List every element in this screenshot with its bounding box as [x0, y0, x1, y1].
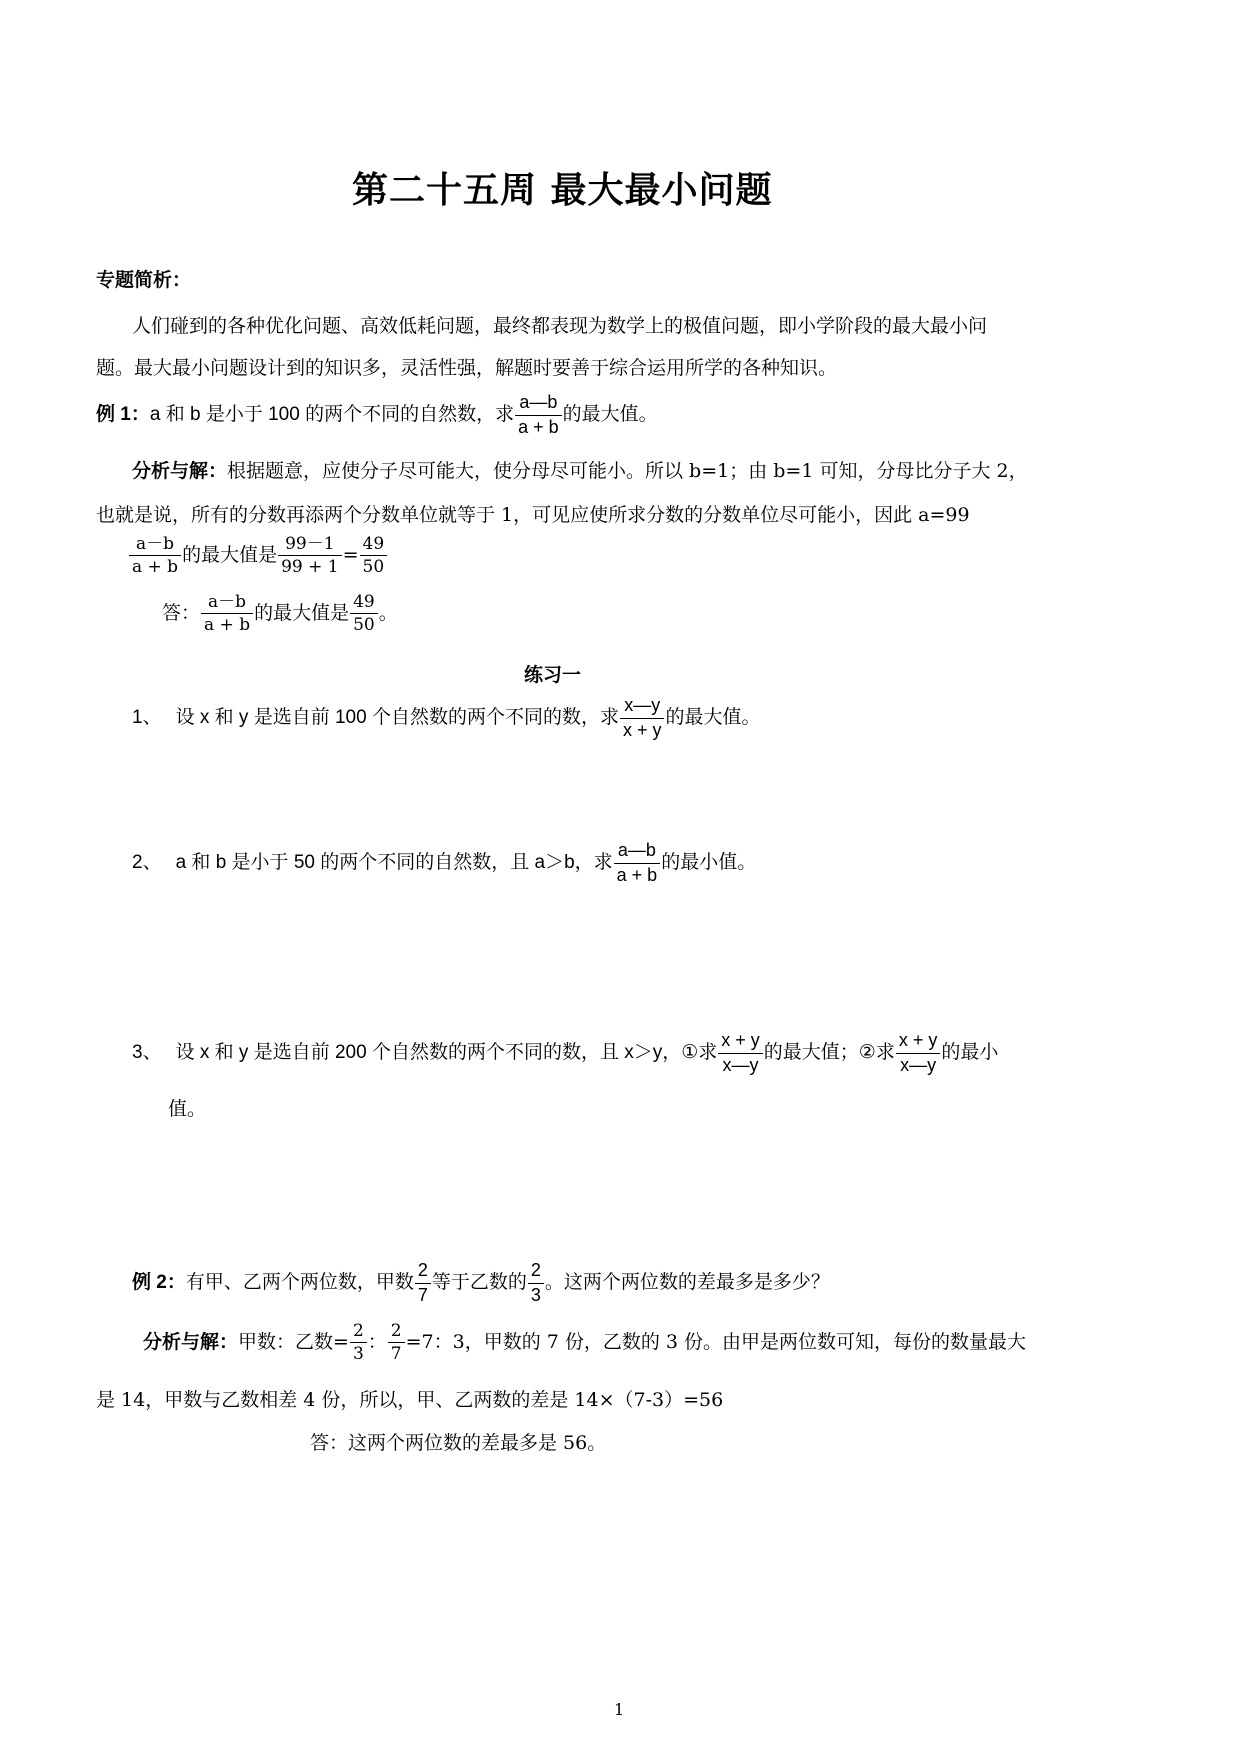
analysis-fraction-2	[388, 1321, 405, 1365]
question-number: 2、	[132, 852, 162, 874]
fraction-numerator: 2	[388, 1321, 405, 1343]
question-fraction-1	[718, 1030, 763, 1076]
intro-line-2: 题。最大最小问题设计到的知识多，灵活性强，解题时要善于综合运用所学的各种知识。	[96, 357, 838, 379]
question-text-after: 的最大值。	[665, 707, 761, 729]
answer-end: 。	[378, 601, 398, 624]
question-text-after: 的最小	[941, 1042, 999, 1064]
answer-fraction-2	[350, 592, 378, 636]
question-fraction	[614, 840, 661, 886]
example2-text-after: 。这两个两位数的差最多是多少？	[544, 1272, 830, 1294]
fraction-numerator: 49	[350, 592, 378, 614]
example1-line	[96, 392, 658, 438]
section-heading: 专题简析：	[96, 269, 192, 291]
example2-fraction-2	[528, 1260, 544, 1306]
fraction-numerator: a－b	[201, 592, 253, 614]
question-text-mid: 的最大值；②求	[763, 1042, 895, 1064]
fraction-denominator: a + b	[616, 864, 658, 885]
analysis-fraction-1	[350, 1321, 367, 1365]
analysis-text: 根据题意，应使分子尽可能大，使分母尽可能小。所以 b=1；由 b=1 可知，分母比分子大 2，	[227, 460, 1028, 482]
fraction-numerator: 99－1	[278, 534, 342, 556]
answer-label: 答：	[162, 601, 201, 624]
calc-equals: =	[342, 543, 359, 566]
fraction-denominator: x + y	[622, 719, 662, 740]
example2-text-mid: 等于乙数的	[431, 1272, 527, 1294]
fraction-denominator: a + b	[518, 416, 559, 437]
exercise-heading: 练习一	[524, 664, 582, 686]
fraction-numerator: a－b	[129, 534, 181, 556]
question-text-after: 的最小值。	[661, 852, 757, 874]
question-text: 设 x 和 y 是选自前 200 个自然数的两个不同的数，且 x＞y，①求	[175, 1042, 718, 1064]
analysis-text-2: =7：3，甲数的 7 份，乙数的 3 份。由甲是两位数可知，每份的数量最大	[405, 1330, 1027, 1353]
example1-text-after: 的最大值。	[562, 404, 658, 426]
example1-analysis-line-1	[132, 456, 1028, 483]
fraction-denominator: 3	[530, 1284, 541, 1305]
example2-fraction-1	[415, 1260, 431, 1306]
analysis-label: 分析与解：	[132, 460, 228, 482]
fraction-numerator: x—y	[620, 695, 665, 719]
question-text: a 和 b 是小于 50 的两个不同的自然数，且 a＞b，求	[175, 852, 613, 874]
exercise-question-2	[132, 840, 756, 886]
question-fraction-2	[896, 1030, 941, 1076]
intro-line-1: 人们碰到的各种优化问题、高效低耗问题，最终都表现为数学上的极值问题，即小学阶段的最大最小问	[132, 315, 988, 337]
analysis-text: 甲数：乙数=	[238, 1330, 349, 1353]
fraction-numerator: 2	[350, 1321, 367, 1343]
example1-label: 例 1：	[96, 404, 150, 426]
example1-fraction	[515, 392, 562, 438]
question-number: 1、	[132, 707, 162, 729]
question-text: 设 x 和 y 是选自前 100 个自然数的两个不同的数，求	[175, 707, 619, 729]
calc-fraction-1	[129, 534, 181, 578]
fraction-denominator: a + b	[132, 557, 179, 578]
example2-analysis-line-2: 是 14，甲数与乙数相差 4 份，所以，甲、乙两数的差是 14×（7-3）=56	[96, 1389, 724, 1411]
exercise-question-1	[132, 695, 760, 741]
fraction-denominator: 50	[353, 615, 375, 636]
example2-text: 有甲、乙两个两位数，甲数	[185, 1272, 414, 1294]
answer-fraction-1	[201, 592, 253, 636]
example2-label: 例 2：	[132, 1272, 186, 1294]
fraction-numerator: 2	[528, 1260, 544, 1284]
calc-fraction-3	[360, 534, 388, 578]
page-number: 1	[614, 1700, 625, 1719]
fraction-denominator: 7	[390, 1344, 402, 1365]
fraction-denominator: 99 + 1	[281, 557, 339, 578]
example1-calc-line	[128, 534, 388, 578]
analysis-label: 分析与解：	[143, 1330, 239, 1353]
question-number: 3、	[132, 1042, 162, 1064]
fraction-denominator: a + b	[204, 615, 251, 636]
example1-analysis-line-2: 也就是说，所有的分数再添两个分数单位就等于 1，可见应使所求分数的分数单位尽可能小，因此 a=99	[96, 504, 970, 526]
page-title: 第二十五周 最大最小问题	[352, 169, 773, 211]
fraction-denominator: 50	[362, 557, 385, 578]
exercise-question-3	[132, 1030, 998, 1076]
calc-text: 的最大值是	[182, 543, 278, 566]
analysis-colon: ：	[367, 1330, 387, 1353]
fraction-denominator: 3	[352, 1344, 364, 1365]
example1-answer-line	[162, 592, 398, 636]
example1-text: a 和 b 是小于 100 的两个不同的自然数，求	[149, 404, 515, 426]
calc-fraction-2	[278, 534, 342, 578]
fraction-numerator: x + y	[718, 1030, 763, 1054]
fraction-numerator: 49	[360, 534, 388, 556]
question-fraction	[620, 695, 665, 741]
fraction-numerator: a—b	[614, 840, 661, 864]
fraction-numerator: 2	[415, 1260, 431, 1284]
fraction-denominator: x—y	[900, 1054, 937, 1075]
exercise-question-3-line-2: 值。	[168, 1099, 207, 1120]
fraction-numerator: a—b	[515, 392, 562, 416]
example2-line	[132, 1260, 830, 1306]
example2-answer: 答：这两个两位数的差最多是 56。	[310, 1432, 607, 1454]
fraction-numerator: x + y	[896, 1030, 941, 1054]
fraction-denominator: x—y	[722, 1054, 759, 1075]
answer-text: 的最大值是	[254, 601, 350, 624]
example2-analysis-line-1	[143, 1321, 1026, 1365]
fraction-denominator: 7	[417, 1284, 428, 1305]
